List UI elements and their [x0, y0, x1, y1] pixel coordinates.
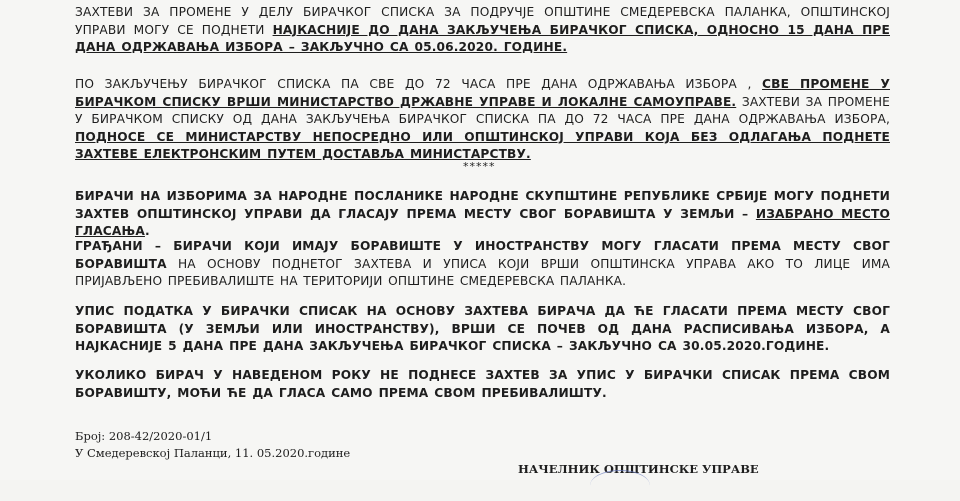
paragraph-voters-residence-place: ИЗАБРАНО МЕСТО ГЛАСАЊА	[75, 206, 890, 238]
paragraph-abroad-lead: ГРАЂАНИ – БИРАЧИ КОЈИ ИМАЈУ БОРАВИШТЕ У ИНОСТРАНСТВУ МОГУ ГЛАСАТИ ПРЕМА МЕСТУ СВОГ БОРАВИШТА	[75, 239, 890, 271]
paragraph-voters-residence	[75, 188, 890, 241]
reference-number: Број: 208-42/2020-01/1	[75, 429, 213, 443]
paragraph-registration: УПИС ПОДАТКА У БИРАЧКИ СПИСАК НА ОСНОВУ ЗАХТЕВА БИРАЧА ДА ЋЕ ГЛАСАТИ ПРЕМА МЕСТУ СВОГ БОРАВИШТА (У ЗЕМЉИ ИЛИ ИНОСТРАНСТВУ), ВРШИ СЕ ПОЧЕВ ОД ДАНА РАСПИСИВАЊА ИЗБОРА, А НАЈКАСНИЈЕ 5 ДАНА ПРЕ ДАНА ЗАКЉУЧЕЊА БИРАЧКОГ СПИСКА – ЗАКЉУЧНО СА 30.05.2020.ГОДИНЕ.	[75, 304, 890, 353]
place-date: У Смедеревској Паланци, 11. 05.2020.године	[75, 446, 351, 460]
paragraph-voters-residence-text: БИРАЧИ НА ИЗБОРИМА ЗА НАРОДНЕ ПОСЛАНИКЕ НАРОДНЕ СКУПШТИНЕ РЕПУБЛИКЕ СРБИЈЕ МОГУ ПОДНЕТИ ЗАХТЕВ ОПШТИНСКОЈ УПРАВИ ДА ГЛАСАЈУ ПРЕМА МЕСТУ СВОГ БОРАВИШТА У ЗЕМЉИ –	[75, 189, 890, 221]
signatory-title: НАЧЕЛНИК ОПШТИНСКЕ УПРАВЕ	[518, 462, 759, 476]
stamp-mark	[590, 470, 650, 501]
paragraph-deadline	[75, 4, 890, 57]
paragraph-after-closing-intro: ПО ЗАКЉУЧЕЊУ БИРАЧКОГ СПИСКА ПА СВЕ ДО 72 ЧАСА ПРЕ ДАНА ОДРЖАВАЊА ИЗБОРА ,	[75, 77, 763, 91]
paragraph-voters-residence-end: .	[144, 224, 150, 238]
paragraph-deadline-intro: ЗАХТЕВИ ЗА ПРОМЕНЕ У ДЕЛУ БИРАЧКОГ СПИСКА ЗА ПОДРУЧЈЕ ОПШТИНЕ СМЕДЕРЕВСКА ПАЛАНКА, ОПШТИНСКОЈ УПРАВИ МОГУ СЕ ПОДНЕТИ	[75, 5, 890, 37]
paragraph-after-closing	[75, 76, 890, 164]
paragraph-abroad-rest: НА ОСНОВУ ПОДНЕТОГ ЗАХТЕВА И УПИСА КОЈИ ВРШИ ОПШТИНСКА УПРАВА АКО ТО ЛИЦЕ ИМА ПРИЈАВЉЕНО ПРЕБИВАЛИШТЕ НА ТЕРИТОРИЈИ ОПШТИНЕ СМЕДЕРЕВСКА ПАЛАНКА.	[75, 256, 890, 288]
paragraph-after-closing-middle: ЗАХТЕВИ ЗА ПРОМЕНЕ У БИРАЧКОМ СПИСКУ ОД ДАНА ЗАКЉУЧЕЊА БИРАЧКОГ СПИСКА ПА ДО 72 ЧАСА ПРЕ ДАНА ОДРЖАВАЊА ИЗБОРА,	[75, 94, 890, 126]
paragraph-abroad	[75, 238, 890, 291]
paragraph-deadline-emphasis: НАЈКАСНИЈЕ ДО ДАНА ЗАКЉУЧЕЊА БИРАЧКОГ СПИСКА, ОДНОСНО 15 ДАНА ПРЕ ДАНА ОДРЖАВАЊА ИЗБОРА – ЗАКЉУЧНО СА 05.06.2020. ГОДИНЕ.	[75, 22, 890, 54]
paragraph-warning: УКОЛИКО БИРАЧ У НАВЕДЕНОМ РОКУ НЕ ПОДНЕСЕ ЗАХТЕВ ЗА УПИС У БИРАЧКИ СПИСАК ПРЕМА СВОМ БОРАВИШТУ, МОЋИ ЋЕ ДА ГЛАСА САМО ПРЕМА СВОМ ПРЕБИВАЛИШТУ.	[75, 368, 890, 400]
section-separator: *****	[463, 160, 496, 173]
paragraph-after-closing-ministry: СВЕ ПРОМЕНЕ У БИРАЧКОМ СПИСКУ ВРШИ МИНИСТАРСТВО ДРЖАВНЕ УПРАВЕ И ЛОКАЛНЕ САМОУПРАВЕ.	[75, 77, 890, 109]
paragraph-after-closing-submission: ПОДНОСЕ СЕ МИНИСТАРСТВУ НЕПОСРЕДНО ИЛИ ОПШТИНСКОЈ УПРАВИ КОЈА БЕЗ ОДЛАГАЊА ПОДНЕТЕ ЗАХТЕВЕ ЕЛЕКТРОНСКИМ ПУТЕМ ДОСТАВЉА МИНИСТАРСТВУ.	[75, 129, 890, 161]
